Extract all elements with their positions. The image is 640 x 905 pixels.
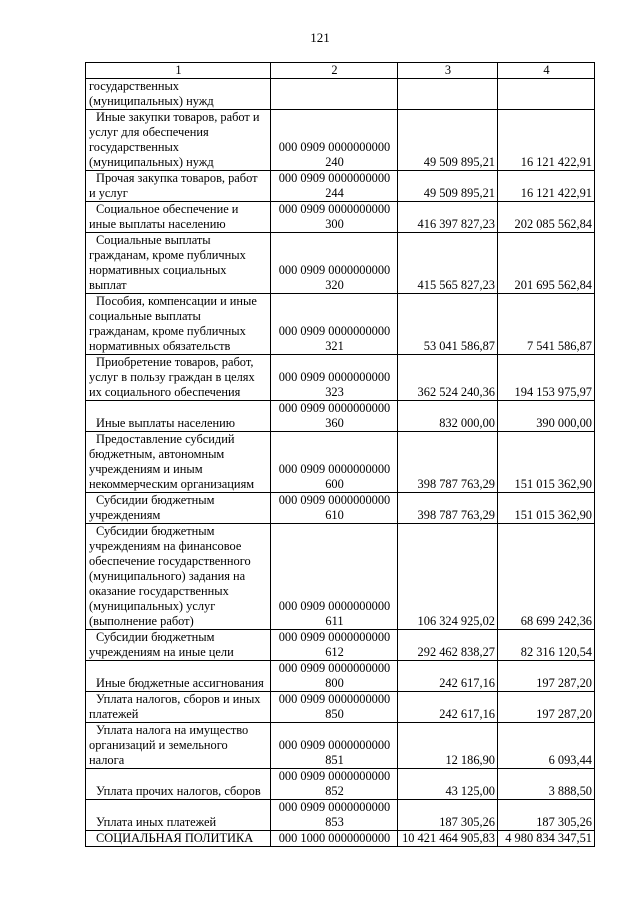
table-header-row xyxy=(86,63,595,79)
row-name: Субсидии бюджетным учреждениям на иные цели xyxy=(89,630,234,659)
row-name-cell xyxy=(86,493,271,524)
row-code-cell xyxy=(271,401,398,432)
row-value-col3: 415 565 827,23 xyxy=(398,233,498,294)
row-name-cell xyxy=(86,524,271,630)
row-code: 000 0909 0000000000 300 xyxy=(278,202,391,231)
row-code: 000 0909 0000000000 800 xyxy=(278,661,391,690)
row-code: 000 0909 0000000000 600 xyxy=(278,462,391,491)
table-row xyxy=(86,171,595,202)
row-value-col4: 201 695 562,84 xyxy=(498,233,595,294)
row-name: Уплата налогов, сборов и иных платежей xyxy=(89,692,261,721)
row-value-col3: 242 617,16 xyxy=(398,692,498,723)
column-header-4: 4 xyxy=(498,63,595,79)
row-code-cell xyxy=(271,692,398,723)
row-code: 000 0909 0000000000 244 xyxy=(278,171,391,200)
row-value-col4: 390 000,00 xyxy=(498,401,595,432)
row-name-cell xyxy=(86,110,271,171)
row-name-cell xyxy=(86,294,271,355)
row-name: Пособия, компенсации и иные социальные выплаты гражданам, кроме публичных нормативных обязательств xyxy=(89,294,257,353)
row-value-col3: 106 324 925,02 xyxy=(398,524,498,630)
table-row xyxy=(86,355,595,401)
table-row xyxy=(86,401,595,432)
row-value-col3: 49 509 895,21 xyxy=(398,171,498,202)
row-name-cell xyxy=(86,432,271,493)
row-value-col3: 832 000,00 xyxy=(398,401,498,432)
row-value-col3: 292 462 838,27 xyxy=(398,630,498,661)
row-name-cell xyxy=(86,171,271,202)
row-code: 000 0909 0000000000 612 xyxy=(278,630,391,659)
row-code-cell xyxy=(271,171,398,202)
column-header-3: 3 xyxy=(398,63,498,79)
row-code-cell xyxy=(271,294,398,355)
table-row xyxy=(86,800,595,831)
table-row xyxy=(86,432,595,493)
row-name-cell xyxy=(86,79,271,110)
row-code: 000 0909 0000000000 611 xyxy=(278,599,391,628)
table-row xyxy=(86,831,595,847)
row-name: Иные закупки товаров, работ и услуг для обеспечения государственных (муниципальных) нужд xyxy=(89,110,260,169)
row-name: СОЦИАЛЬНАЯ ПОЛИТИКА xyxy=(96,831,254,845)
row-code-cell xyxy=(271,769,398,800)
table-row xyxy=(86,79,595,110)
row-code-cell xyxy=(271,79,398,110)
row-code-cell xyxy=(271,524,398,630)
row-value-col3: 398 787 763,29 xyxy=(398,432,498,493)
page-number: 121 xyxy=(310,30,330,45)
row-code-cell xyxy=(271,493,398,524)
table-row xyxy=(86,692,595,723)
row-name: Социальные выплаты гражданам, кроме публичных нормативных социальных выплат xyxy=(89,233,246,292)
row-name-cell xyxy=(86,401,271,432)
table-row xyxy=(86,630,595,661)
row-value-col4: 202 085 562,84 xyxy=(498,202,595,233)
row-value-col4: 16 121 422,91 xyxy=(498,110,595,171)
row-value-col4: 3 888,50 xyxy=(498,769,595,800)
row-code: 000 0909 0000000000 610 xyxy=(278,493,391,522)
row-code-cell xyxy=(271,661,398,692)
row-name-cell xyxy=(86,202,271,233)
row-code-cell xyxy=(271,831,398,847)
row-code-cell xyxy=(271,723,398,769)
row-code: 000 0909 0000000000 850 xyxy=(278,692,391,721)
row-name: Прочая закупка товаров, работ и услуг xyxy=(89,171,258,200)
row-name: Субсидии бюджетным учреждениям xyxy=(89,493,215,522)
row-code-cell xyxy=(271,202,398,233)
table-row xyxy=(86,233,595,294)
row-name: Уплата иных платежей xyxy=(96,815,217,829)
row-name: Субсидии бюджетным учреждениям на финансовое обеспечение государственного (муниципального) задания на оказание государственных (муниципальных) услуг (выполнение работ) xyxy=(89,524,251,628)
row-name-cell xyxy=(86,661,271,692)
row-code-cell xyxy=(271,630,398,661)
row-name-cell xyxy=(86,800,271,831)
row-value-col4: 197 287,20 xyxy=(498,692,595,723)
table-row xyxy=(86,524,595,630)
row-code: 000 0909 0000000000 851 xyxy=(278,738,391,767)
row-value-col4 xyxy=(498,79,595,110)
row-name: Иные выплаты населению xyxy=(96,416,235,430)
row-value-col4: 187 305,26 xyxy=(498,800,595,831)
row-name-cell xyxy=(86,355,271,401)
row-value-col3 xyxy=(398,79,498,110)
row-value-col3: 242 617,16 xyxy=(398,661,498,692)
row-value-col3: 398 787 763,29 xyxy=(398,493,498,524)
row-name-cell xyxy=(86,692,271,723)
row-code-cell xyxy=(271,800,398,831)
row-code: 000 0909 0000000000 853 xyxy=(278,800,391,829)
row-value-col4: 194 153 975,97 xyxy=(498,355,595,401)
row-name-cell xyxy=(86,723,271,769)
row-code-cell xyxy=(271,110,398,171)
row-value-col3: 12 186,90 xyxy=(398,723,498,769)
row-code-cell xyxy=(271,233,398,294)
row-name: Уплата прочих налогов, сборов xyxy=(96,784,261,798)
row-name: Социальное обеспечение и иные выплаты населению xyxy=(89,202,239,231)
row-code: 000 1000 0000000000 xyxy=(278,831,391,845)
table-row xyxy=(86,110,595,171)
row-code: 000 0909 0000000000 360 xyxy=(278,401,391,430)
row-name: Уплата налога на имущество организаций и земельного налога xyxy=(89,723,249,767)
row-code: 000 0909 0000000000 320 xyxy=(278,263,391,292)
row-value-col3: 49 509 895,21 xyxy=(398,110,498,171)
row-value-col3: 416 397 827,23 xyxy=(398,202,498,233)
budget-table xyxy=(85,62,595,847)
row-value-col4: 82 316 120,54 xyxy=(498,630,595,661)
row-code: 000 0909 0000000000 852 xyxy=(278,769,391,798)
row-value-col4: 151 015 362,90 xyxy=(498,493,595,524)
row-code: 000 0909 0000000000 321 xyxy=(278,324,391,353)
row-code-cell xyxy=(271,355,398,401)
column-header-1: 1 xyxy=(86,63,271,79)
row-name-cell xyxy=(86,769,271,800)
row-value-col3: 43 125,00 xyxy=(398,769,498,800)
row-value-col3: 362 524 240,36 xyxy=(398,355,498,401)
row-code: 000 0909 0000000000 240 xyxy=(278,140,391,169)
row-code-cell xyxy=(271,432,398,493)
row-name-cell xyxy=(86,831,271,847)
row-code: 000 0909 0000000000 323 xyxy=(278,370,391,399)
row-name-cell xyxy=(86,233,271,294)
table-row xyxy=(86,769,595,800)
row-value-col4: 68 699 242,36 xyxy=(498,524,595,630)
row-value-col4: 7 541 586,87 xyxy=(498,294,595,355)
table-row xyxy=(86,723,595,769)
row-name: Предоставление субсидий бюджетным, автономным учреждениям и иным некоммерческим организациям xyxy=(89,432,255,491)
row-value-col3: 187 305,26 xyxy=(398,800,498,831)
table-row xyxy=(86,294,595,355)
row-name: Приобретение товаров, работ, услуг в пользу граждан в целях их социального обеспечения xyxy=(89,355,255,399)
row-value-col3: 53 041 586,87 xyxy=(398,294,498,355)
row-value-col4: 197 287,20 xyxy=(498,661,595,692)
table-row xyxy=(86,661,595,692)
row-value-col4: 6 093,44 xyxy=(498,723,595,769)
row-name: государственных (муниципальных) нужд xyxy=(89,79,214,108)
table-row xyxy=(86,493,595,524)
row-name-cell xyxy=(86,630,271,661)
row-value-col3: 10 421 464 905,83 xyxy=(398,831,498,847)
row-value-col4: 16 121 422,91 xyxy=(498,171,595,202)
row-name: Иные бюджетные ассигнования xyxy=(96,676,264,690)
row-value-col4: 4 980 834 347,51 xyxy=(498,831,595,847)
table-row xyxy=(86,202,595,233)
column-header-2: 2 xyxy=(271,63,398,79)
row-value-col4: 151 015 362,90 xyxy=(498,432,595,493)
